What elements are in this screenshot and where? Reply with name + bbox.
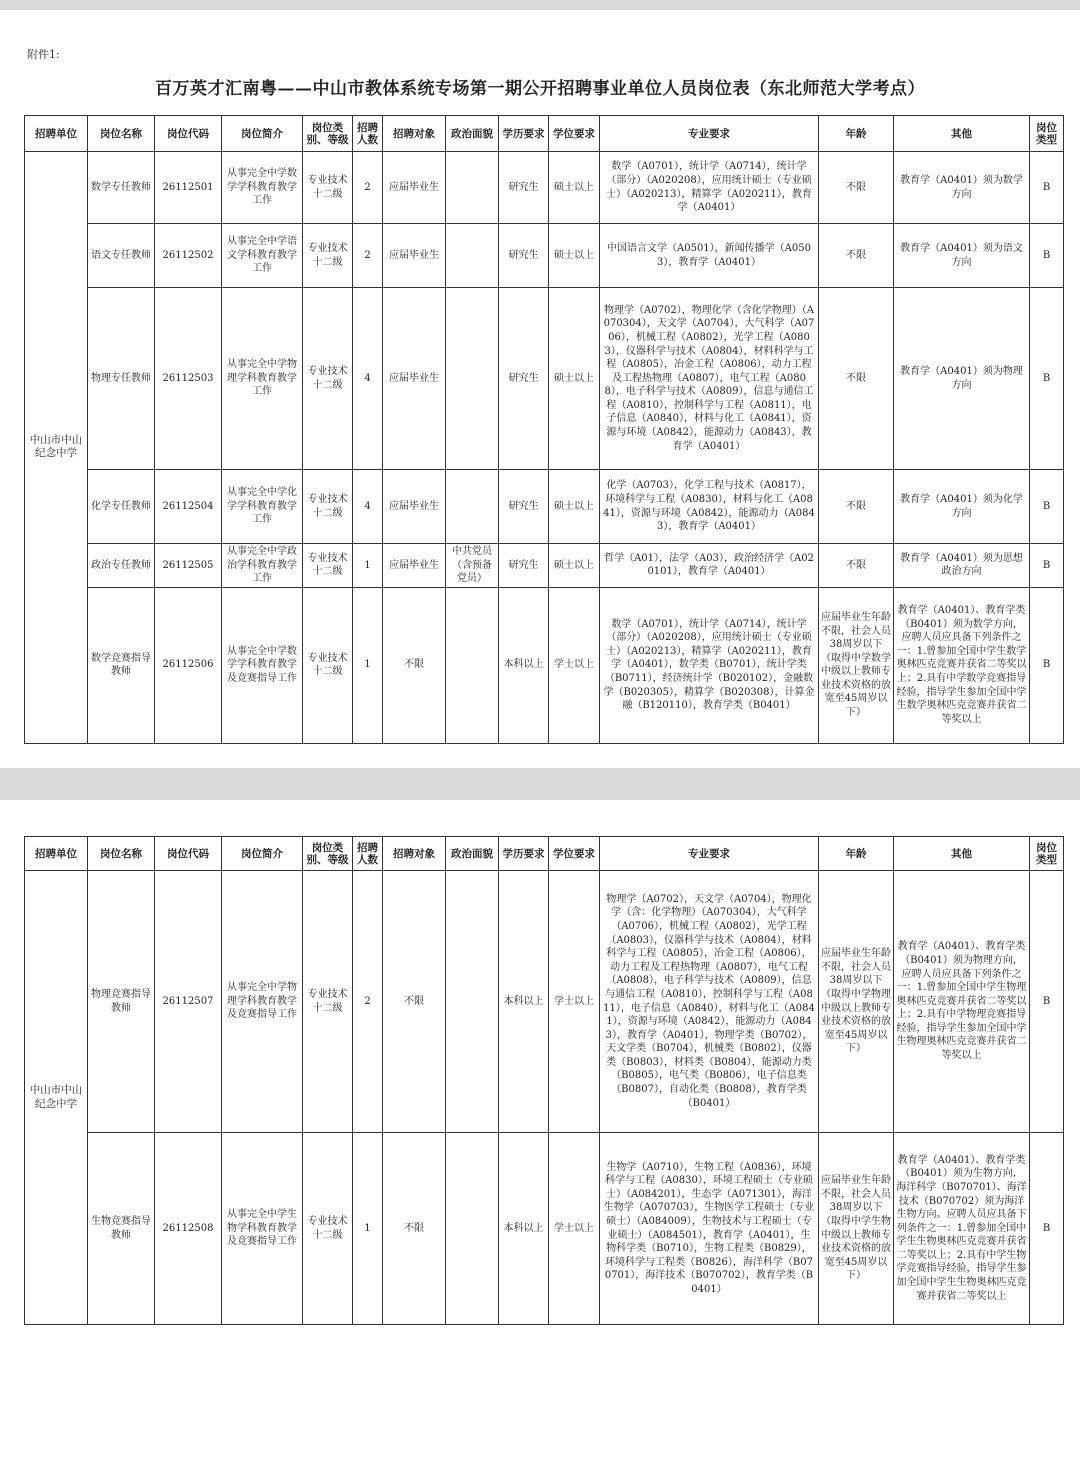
table-row [25, 470, 1064, 544]
post-political [446, 470, 499, 544]
post-degree: 硕士以上 [549, 544, 600, 588]
header-major: 专业要求 [600, 116, 819, 152]
post-major: 生物学（A0710），生物工程（A0836），环境科学与工程（A0830），环境工程硕士（专业硕士）（A084201），生态学（A071301），海洋生物学（A070703），生物医学工程硕士（专业硕士）（A084009），生物技术与工程硕士（专业硕士）（A084501），教育学（A0401），生物科学类（B0710），生物工程类（B0829），环境科学与工程类（B0826），海洋科学（B070701），海洋技术（B070702），教育学类（B0401） [600, 1133, 819, 1325]
header-type: 岗位类型 [1030, 837, 1064, 871]
post-count: 2 [353, 871, 383, 1133]
post-major: 数学（A0701），统计学（A0714），统计学（部分）（A020208），应用统计硕士（专业硕士）（A020213），精算学（A020211），教育学（A0401） [600, 152, 819, 224]
post-target: 不限 [383, 587, 446, 743]
post-name: 语文专任教师 [88, 224, 155, 288]
post-degree: 硕士以上 [549, 288, 600, 470]
post-major: 物理学（A0702），天文学（A0704），物理化学（含：化学物理）（A070304），大气科学（A0706），机械工程（A0802），光学工程（A0803），仪器科学与技术（A0804），材料科学与工程（A0805），冶金工程（A0806），动力工程及工程热物理（A0807），电气工程（A0808），电子科学与技术（A0809），信息与通信工程（A0810），控制科学与工程（A0811），电子信息（A0840），材料与化工（A0841），资源与环境（A0842），能源动力（A0843），教育学（A0401），物理学类（B0702），天文学类（B0704），机械类（B0802），仪器类（B0803），材料类（B0804），能源动力类（B0805），电气类（B0806），电子信息类（B0807），自动化类（B0808），教育学类（B0401） [600, 871, 819, 1133]
table-header-row [25, 116, 1064, 152]
post-count: 2 [353, 152, 383, 224]
post-education: 研究生 [499, 470, 549, 544]
post-intro: 从事完全中学数学学科教育教学及竞赛指导工作 [222, 587, 303, 743]
post-age: 不限 [819, 544, 894, 588]
post-target: 应届毕业生 [383, 224, 446, 288]
post-political [446, 1133, 499, 1325]
annex-label: 附件1: [27, 48, 60, 61]
post-degree: 硕士以上 [549, 470, 600, 544]
header-target: 招聘对象 [383, 116, 446, 152]
table-row [25, 224, 1064, 288]
post-education: 本科以上 [499, 871, 549, 1133]
header-education: 学历要求 [499, 837, 549, 871]
post-category: 专业技术十二级 [303, 152, 353, 224]
post-code: 26112508 [155, 1133, 222, 1325]
post-other: 教育学（A0401）、教育学类（B0401）须为物理方向，应聘人员应具备下列条件之一：1.曾参加全国中学生物理奥林匹克竞赛并获省二等奖以上；2.具有中学物理竞赛指导经验，指导学生参加全国中学生物理奥林匹克竞赛并获省二等奖以上 [894, 871, 1030, 1133]
post-type: B [1030, 871, 1064, 1133]
post-code: 26112504 [155, 470, 222, 544]
header-post-code: 岗位代码 [155, 116, 222, 152]
post-count: 1 [353, 587, 383, 743]
post-intro: 从事完全中学政治学科教育教学工作 [222, 544, 303, 588]
post-intro: 从事完全中学生物学科教育教学及竞赛指导工作 [222, 1133, 303, 1325]
header-intro: 岗位简介 [222, 116, 303, 152]
post-other: 教育学（A0401）须为思想政治方向 [894, 544, 1030, 588]
post-major: 化学（A0703），化学工程与技术（A0817），环境科学与工程（A0830），材料与化工（A0841），资源与环境（A0842），能源动力（A0843），教育学（A0401） [600, 470, 819, 544]
post-political: 中共党员（含预备党员） [446, 544, 499, 588]
post-type: B [1030, 288, 1064, 470]
post-category: 专业技术十二级 [303, 470, 353, 544]
header-intro: 岗位简介 [222, 837, 303, 871]
header-post-name: 岗位名称 [88, 116, 155, 152]
post-code: 26112506 [155, 587, 222, 743]
header-other: 其他 [894, 116, 1030, 152]
header-major: 专业要求 [600, 837, 819, 871]
post-target: 应届毕业生 [383, 288, 446, 470]
post-count: 1 [353, 544, 383, 588]
post-intro: 从事完全中学物理学科教育教学及竞赛指导工作 [222, 871, 303, 1133]
header-political: 政治面貌 [446, 837, 499, 871]
post-intro: 从事完全中学语文学科教育教学工作 [222, 224, 303, 288]
header-category: 岗位类别、等级 [303, 116, 353, 152]
post-age: 应届毕业生年龄不限，社会人员38周岁以下（取得中学物理中级以上教师专业技术资格的放宽至45周岁以下） [819, 871, 894, 1133]
page-title: 百万英才汇南粤——中山市教体系统专场第一期公开招聘事业单位人员岗位表（东北师范大学考点） [155, 79, 925, 99]
post-age: 应届毕业生年龄不限，社会人员38周岁以下（取得中学数学中级以上教师专业技术资格的放宽至45周岁以下） [819, 587, 894, 743]
post-name: 数学竞赛指导教师 [88, 587, 155, 743]
table-row [25, 152, 1064, 224]
unit-cell: 中山市中山纪念中学 [25, 871, 88, 1325]
post-education: 本科以上 [499, 1133, 549, 1325]
table-row [25, 1133, 1064, 1325]
header-age: 年龄 [819, 837, 894, 871]
header-type: 岗位类型 [1030, 116, 1064, 152]
post-other: 教育学（A0401）、教育学类（B0401）须为生物方向，海洋科学（B070701）、海洋技术（B070702）须为海洋生物方向。应聘人员应具备下列条件之一：1.曾参加全国中学生生物奥林匹克竞赛并获省二等奖以上；2.具有中学生物学竞赛指导经验，指导学生参加全国中学生生物奥林匹克竞赛并获省二等奖以上 [894, 1133, 1030, 1325]
post-other: 教育学（A0401）、教育学类（B0401）须为数学方向，应聘人员应具备下列条件之一：1.曾参加全国中学生数学奥林匹克竞赛并获省二等奖以上；2.具有中学数学竞赛指导经验，指导学生参加全国中学生数学奥林匹克竞赛并获省二等奖以上 [894, 587, 1030, 743]
header-age: 年龄 [819, 116, 894, 152]
post-count: 1 [353, 1133, 383, 1325]
header-category: 岗位类别、等级 [303, 837, 353, 871]
post-intro: 从事完全中学数学学科教育教学工作 [222, 152, 303, 224]
table-row [25, 587, 1064, 743]
post-political [446, 224, 499, 288]
post-political [446, 152, 499, 224]
post-other: 教育学（A0401）须为语文方向 [894, 224, 1030, 288]
post-other: 教育学（A0401）须为化学方向 [894, 470, 1030, 544]
post-political [446, 587, 499, 743]
post-name: 物理专任教师 [88, 288, 155, 470]
positions-table-continued [24, 836, 1064, 1325]
post-code: 26112503 [155, 288, 222, 470]
table-header-row [25, 837, 1064, 871]
post-education: 本科以上 [499, 587, 549, 743]
post-target: 不限 [383, 871, 446, 1133]
post-target: 不限 [383, 1133, 446, 1325]
post-target: 应届毕业生 [383, 470, 446, 544]
post-intro: 从事完全中学物理学科教育教学工作 [222, 288, 303, 470]
post-age: 应届毕业生年龄不限，社会人员38周岁以下（取得中学生物中级以上教师专业技术资格的放宽至45周岁以下） [819, 1133, 894, 1325]
post-name: 生物竞赛指导教师 [88, 1133, 155, 1325]
post-type: B [1030, 224, 1064, 288]
post-name: 物理竞赛指导教师 [88, 871, 155, 1133]
post-category: 专业技术十二级 [303, 871, 353, 1133]
header-count: 招聘人数 [353, 837, 383, 871]
header-degree: 学位要求 [549, 116, 600, 152]
post-type: B [1030, 152, 1064, 224]
post-name: 化学专任教师 [88, 470, 155, 544]
post-degree: 硕士以上 [549, 152, 600, 224]
post-code: 26112501 [155, 152, 222, 224]
post-intro: 从事完全中学化学学科教育教学工作 [222, 470, 303, 544]
header-political: 政治面貌 [446, 116, 499, 152]
post-age: 不限 [819, 224, 894, 288]
post-degree: 学士以上 [549, 587, 600, 743]
post-name: 数学专任教师 [88, 152, 155, 224]
post-major: 中国语言文学（A0501），新闻传播学（A0503），教育学（A0401） [600, 224, 819, 288]
post-major: 物理学（A0702），物理化学（含化学物理）（A070304），天文学（A0704），大气科学（A0706），机械工程（A0802），光学工程（A0803），仪器科学与技术（A0804），材料科学与工程（A0805），冶金工程（A0806），动力工程及工程热物理（A0807），电气工程（A0808），电子科学与技术（A0809），信息与通信工程（A0810），控制科学与工程（A0811），电子信息（A0840），材料与化工（A0841），资源与环境（A0842），能源动力（A0843），教育学（A0401） [600, 288, 819, 470]
post-other: 教育学（A0401）须为物理方向 [894, 288, 1030, 470]
post-age: 不限 [819, 288, 894, 470]
post-code: 26112502 [155, 224, 222, 288]
post-category: 专业技术十二级 [303, 224, 353, 288]
header-education: 学历要求 [499, 116, 549, 152]
post-education: 研究生 [499, 152, 549, 224]
post-age: 不限 [819, 470, 894, 544]
post-education: 研究生 [499, 224, 549, 288]
table-row [25, 544, 1064, 588]
header-post-code: 岗位代码 [155, 837, 222, 871]
post-count: 4 [353, 288, 383, 470]
post-type: B [1030, 587, 1064, 743]
header-degree: 学位要求 [549, 837, 600, 871]
post-major: 哲学（A01），法学（A03），政治经济学（A020101），教育学（A0401） [600, 544, 819, 588]
post-degree: 学士以上 [549, 871, 600, 1133]
post-code: 26112507 [155, 871, 222, 1133]
post-type: B [1030, 1133, 1064, 1325]
header-target: 招聘对象 [383, 837, 446, 871]
document-page-1 [0, 10, 1080, 768]
post-category: 专业技术十二级 [303, 587, 353, 743]
post-type: B [1030, 544, 1064, 588]
post-degree: 硕士以上 [549, 224, 600, 288]
post-category: 专业技术十二级 [303, 288, 353, 470]
header-unit: 招聘单位 [25, 837, 88, 871]
document-page-2 [0, 800, 1080, 1481]
post-education: 研究生 [499, 288, 549, 470]
header-unit: 招聘单位 [25, 116, 88, 152]
post-target: 应届毕业生 [383, 152, 446, 224]
header-count: 招聘人数 [353, 116, 383, 152]
positions-table [24, 115, 1064, 744]
post-type: B [1030, 470, 1064, 544]
post-category: 专业技术十二级 [303, 544, 353, 588]
post-political [446, 871, 499, 1133]
post-code: 26112505 [155, 544, 222, 588]
header-post-name: 岗位名称 [88, 837, 155, 871]
table-row [25, 288, 1064, 470]
post-major: 数学（A0701），统计学（A0714），统计学（部分）（A020208），应用统计硕士（专业硕士）（A020213），精算学（A020211），教育学（A0401），数学类（B0701），统计学类（B0711），经济统计学（B020102），金融数学（B020305），精算学（B020308），计算金融（B120110），教育学类（B0401） [600, 587, 819, 743]
post-name: 政治专任教师 [88, 544, 155, 588]
post-count: 4 [353, 470, 383, 544]
post-political [446, 288, 499, 470]
unit-cell: 中山市中山纪念中学 [25, 152, 88, 744]
post-count: 2 [353, 224, 383, 288]
post-age: 不限 [819, 152, 894, 224]
post-degree: 学士以上 [549, 1133, 600, 1325]
header-other: 其他 [894, 837, 1030, 871]
post-category: 专业技术十二级 [303, 1133, 353, 1325]
table-row [25, 871, 1064, 1133]
post-education: 研究生 [499, 544, 549, 588]
post-target: 应届毕业生 [383, 544, 446, 588]
post-other: 教育学（A0401）须为数学方向 [894, 152, 1030, 224]
